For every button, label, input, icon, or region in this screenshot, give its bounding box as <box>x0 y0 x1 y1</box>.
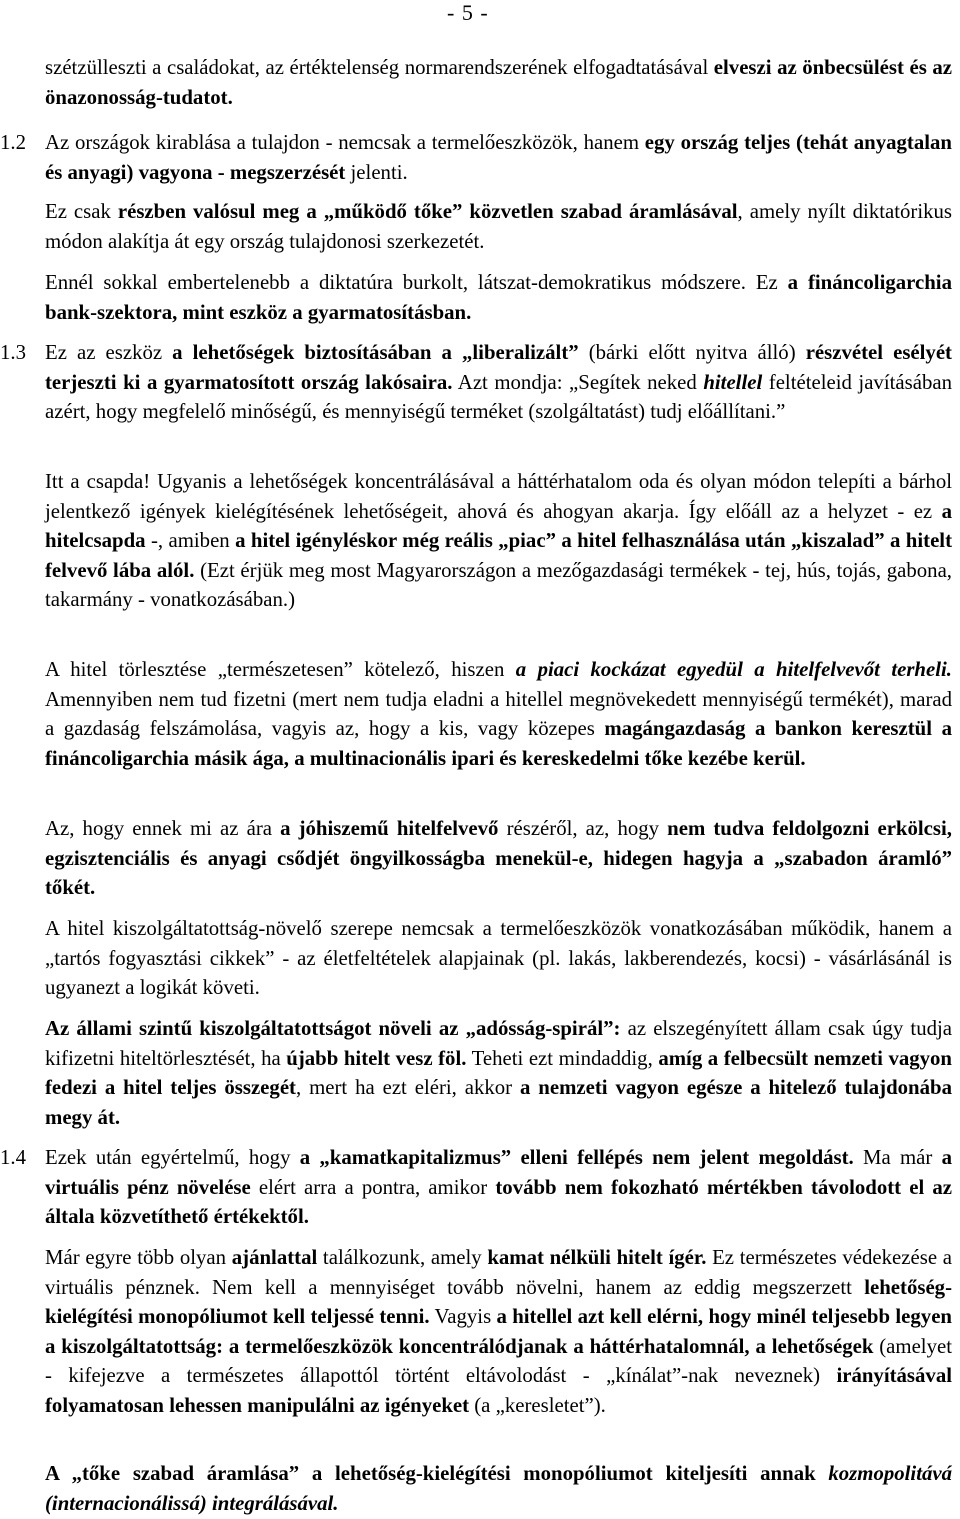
bold-text-run: lehetőség-kielégítési monopóliumot kell teljessé tenni. <box>45 1275 952 1329</box>
text-run: elért arra a pontra, amikor <box>250 1175 496 1199</box>
text-run: jelenti. <box>345 160 408 184</box>
paragraph <box>45 128 952 187</box>
bold-text-run: a hitel igényléskor még reális „piac” a hitel felhasználása után „kiszalad” a hitelt felvevő lába alól. <box>45 529 952 582</box>
bold-text-run: amíg a felbecsült nemzeti vagyon fedezi a hitel teljes összegét <box>45 1046 952 1100</box>
text-run: Ez csak <box>45 200 118 223</box>
bold-italic-text-run: hitellel <box>703 370 763 394</box>
paragraph-block <box>45 1243 952 1421</box>
paragraph <box>45 1014 952 1132</box>
bold-text-run: a hitellel azt kell elérni, hogy minél teljesebb legyen a kiszolgáltatottság: a termelőeszközök koncentrálódjanak a háttérhatalomnál, a lehetőségek <box>45 1305 952 1358</box>
text-run: szétzülleszti a családokat, az értéktelenség normarendszerének elfogadtatásával <box>45 56 714 79</box>
text-run: Ezek után egyértelmű, hogy <box>45 1146 300 1169</box>
text-run: Amennyiben nem tud fizetni (mert nem tudja eladni a hitellel megnövekedett mennyiségű termékét), marad a gazdaság felszámolása, vagyis az, hogy a kis, vagy közepes <box>45 687 952 741</box>
paragraph-block <box>45 197 952 256</box>
text-run: (a „keresletet”). <box>469 1393 606 1417</box>
bold-text-run: magángazdaság a bankon keresztül a fináncoligarchia másik ága, a multinacionális ipari és kereskedelmi tőke kezébe kerül. <box>45 717 952 770</box>
bold-text-run: irányításával folyamatosan lehessen manipulálni az igényeket <box>45 1364 952 1417</box>
paragraph <box>45 338 952 427</box>
bold-italic-text-run: kozmopolitává (internacionálissá) integrálásával. <box>45 1462 952 1515</box>
text-run: A hitel törlesztése „természetesen” kötelező, hiszen <box>45 658 516 681</box>
paragraph-block <box>45 53 952 112</box>
text-run: A hitel kiszolgáltatottság-növelő szerepe nemcsak a termelőeszközök vonatkozásában működik, hanem a „tartós fogyasztási cikkek” - az életfeltételek alapjainak (pl. lakás, lakberendezés, kocsi) - vásárlásánál is ugyanezt a logikát követi. <box>45 917 952 1000</box>
bold-text-run: részben valósul meg a „működő tőke” közvetlen szabad áramlásával <box>117 200 738 223</box>
bold-text-run: egy ország teljes (tehát anyagtalan és anyagi) vagyona - megszerzését <box>45 131 952 184</box>
paragraph <box>45 1243 952 1421</box>
section-number: 1.3 <box>0 341 26 364</box>
text-run: Ennél sokkal embertelenebb a diktatúra burkolt, látszat-demokratikus módszere. Ez <box>45 271 788 294</box>
bold-text-run: részvétel esélyét terjeszti ki a gyarmatosított ország lakósaira. <box>45 341 952 394</box>
numbered-section <box>0 1143 953 1232</box>
text-run: (Ezt érjük meg most Magyarországon a mezőgazdasági termékek - tej, hús, tojás, gabona, takarmány - vonatkozásában.) <box>45 558 952 612</box>
paragraph <box>45 1143 952 1232</box>
bold-text-run: tovább nem fokozható mértékben távolodott el az általa közvetíthető értékektől. <box>45 1175 953 1229</box>
text-run: Teheti ezt mindaddig, <box>466 1046 659 1070</box>
bold-text-run: újabb hitelt vesz föl. <box>286 1046 467 1070</box>
paragraph-block <box>45 914 952 1003</box>
text-run: -, amiben <box>145 529 236 553</box>
paragraph-block <box>45 268 952 327</box>
numbered-section <box>0 338 952 427</box>
text-run: Vagyis <box>429 1305 497 1329</box>
text-run: találkozunk, amely <box>317 1246 488 1269</box>
paragraph <box>45 655 952 773</box>
paragraph <box>45 53 952 112</box>
text-run: Azt mondja: „Segítek neked <box>452 370 704 394</box>
bold-text-run: a virtuális pénz növelése <box>45 1146 952 1199</box>
text-run: Ma már <box>853 1146 942 1169</box>
paragraph <box>45 914 952 1003</box>
text-run: feltételeid javításában azért, hogy megfelelő minőségű, és mennyiségű terméket (szolgáltatást) tudj előállítani.” <box>45 370 952 424</box>
bold-text-run: a jóhiszemű hitelfelvevő <box>280 817 499 840</box>
text-run: , mert ha ezt eléri, akkor <box>295 1076 520 1100</box>
paragraph <box>45 197 952 256</box>
paragraph-block <box>45 814 952 903</box>
bold-text-run: a „kamatkapitalizmus” elleni fellépés nem jelent megoldást. <box>299 1146 854 1169</box>
paragraph <box>45 268 952 327</box>
bold-text-run: a fináncoligarchia bank-szektora, mint eszköz a gyarmatosításban. <box>45 271 952 324</box>
bold-text-run: A „tőke szabad áramlása” a lehetőség-kielégítési monopóliumot kiteljesíti annak <box>45 1462 829 1485</box>
bold-text-run: a lehetőségek biztosításában a „liberalizált” <box>172 341 579 364</box>
text-run: (bárki előtt nyitva álló) <box>578 341 806 364</box>
bold-text-run: kamat nélküli hitelt ígér. <box>487 1246 707 1269</box>
section-number: 1.4 <box>0 1146 26 1169</box>
paragraph <box>45 1459 952 1518</box>
text-run: Már egyre több olyan <box>45 1246 232 1269</box>
numbered-section <box>0 128 952 187</box>
text-run: (amelyet - kifejezve a természetes állapottól történt eltávolodást - „kínálat”-nak neveznek) <box>45 1334 952 1388</box>
text-run: részéről, az, hogy <box>498 817 668 840</box>
paragraph-block <box>45 655 952 773</box>
paragraph-block <box>45 1014 952 1132</box>
bold-text-run: a nemzeti vagyon egésze a hitelező tulajdonába megy át. <box>45 1076 952 1129</box>
text-run: Az, hogy ennek mi az ára <box>45 817 281 840</box>
bold-italic-text-run: a piaci kockázat egyedül a hitelfelvevőt terheli. <box>515 658 952 681</box>
paragraph-block <box>45 1459 952 1518</box>
bold-text-run: elveszi az önbecsülést és az önazonosság-tudatot. <box>45 56 952 109</box>
bold-text-run: nem tudva feldolgozni erkölcsi, egzisztenciális és anyagi csődjét öngyilkosságba menekül-e, hidegen hagyja a „szabadon áramló” tőkét. <box>45 817 952 900</box>
text-run: Ez természetes védekezése a virtuális pénznek. Nem kell a mennyiséget tovább növelni, hanem az eddig megszerzett <box>45 1246 952 1299</box>
bold-text-run: Az állami szintű kiszolgáltatottságot növeli az „adósság-spirál”: <box>45 1017 621 1040</box>
text-run: Ez az eszköz <box>45 341 173 364</box>
bold-text-run: a hitelcsapda <box>45 499 952 553</box>
text-run: Itt a csapda! Ugyanis a lehetőségek koncentrálásával a háttérhatalom oda és olyan módon telepíti a bárhol jelentkező igények kielégítésének lehetőségeit, ahová és ahogyan akarja. Így előáll az a helyzet - ez <box>45 470 952 523</box>
paragraph <box>45 467 952 615</box>
paragraph <box>45 814 952 903</box>
paragraph-block <box>45 467 952 615</box>
text-run: Az országok kirablása a tulajdon - nemcsak a termelőeszközök, hanem <box>45 131 645 154</box>
page-number: - 5 - <box>447 0 489 25</box>
text-run: az elszegényített állam csak úgy tudja kifizetni hiteltörlesztését, ha <box>45 1017 953 1070</box>
text-run: , amely nyílt diktatórikus módon alakítja át egy ország tulajdonosi szerkezetét. <box>45 200 952 253</box>
section-number: 1.2 <box>0 131 26 154</box>
bold-text-run: ajánlattal <box>231 1246 318 1269</box>
